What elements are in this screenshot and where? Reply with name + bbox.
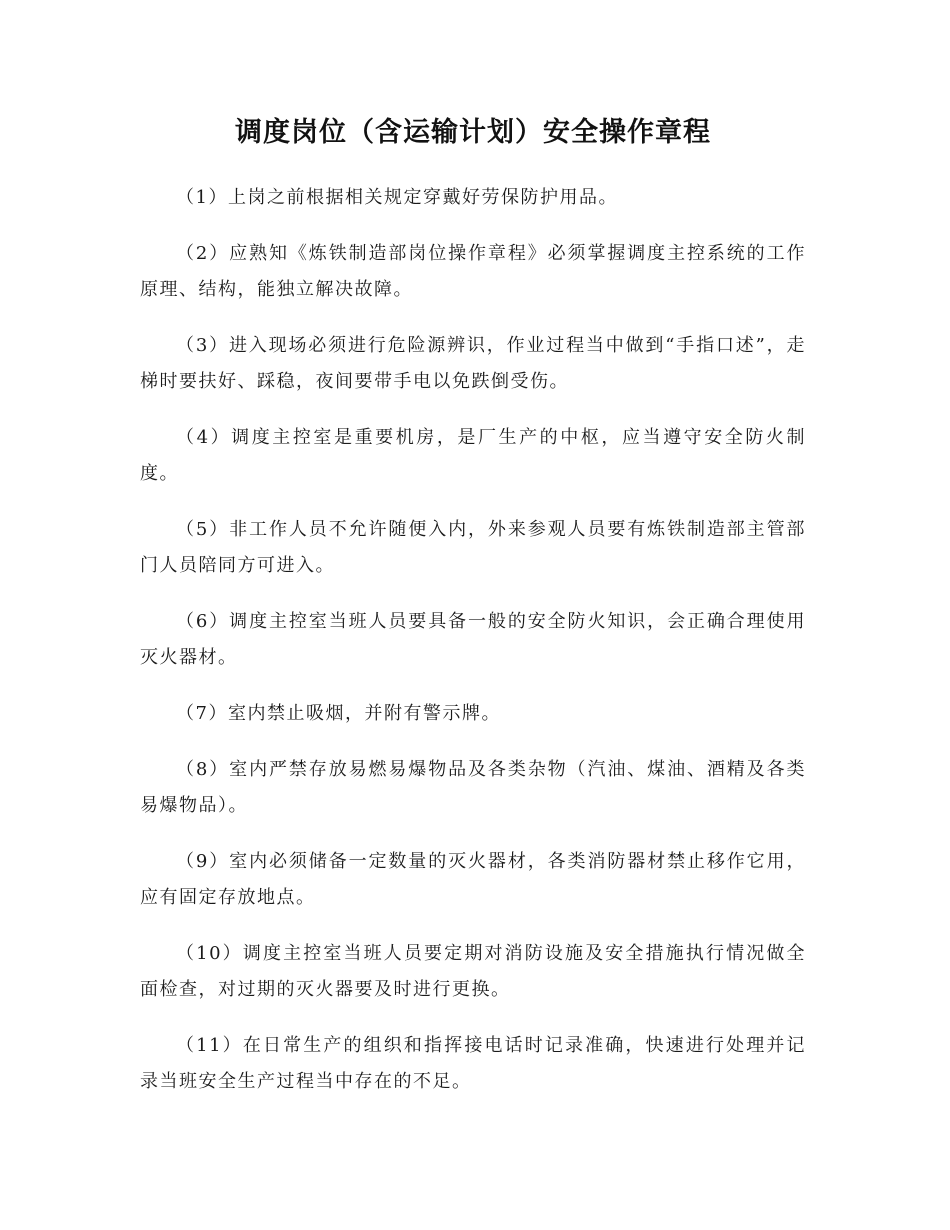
- rule-item-11: （11）在日常生产的组织和指挥接电话时记录准确，快速进行处理并记录当班安全生产过程当中存在的不足。: [140, 1035, 806, 1092]
- rule-item-10: （10）调度主控室当班人员要定期对消防设施及安全措施执行情况做全面检查，对过期的灭火器要及时进行更换。: [140, 943, 806, 1000]
- rule-item-6: （6）调度主控室当班人员要具备一般的安全防火知识，会正确合理使用灭火器材。: [140, 611, 806, 668]
- rule-item-1: （1）上岗之前根据相关规定穿戴好劳保防护用品。: [176, 187, 618, 208]
- document-page: [140, 108, 806, 1120]
- rule-item-4: （4）调度主控室是重要机房，是厂生产的中枢，应当遵守安全防火制度。: [140, 427, 806, 484]
- rule-item-8: （8）室内严禁存放易燃易爆物品及各类杂物（汽油、煤油、酒精及各类易爆物品）。: [140, 759, 806, 816]
- rule-item-9: （9）室内必须储备一定数量的灭火器材，各类消防器材禁止移作它用，应有固定存放地点。: [140, 851, 806, 908]
- document-title: 调度岗位（含运输计划）安全操作章程: [235, 117, 711, 148]
- rule-item-7: （7）室内禁止吸烟，并附有警示牌。: [176, 703, 501, 724]
- rule-list: [140, 180, 806, 1100]
- rule-item-3: （3）进入现场必须进行危险源辨识，作业过程当中做到“手指口述”，走梯时要扶好、踩稳，夜间要带手电以免跌倒受伤。: [140, 335, 806, 392]
- rule-item-5: （5）非工作人员不允许随便入内，外来参观人员要有炼铁制造部主管部门人员陪同方可进入。: [140, 519, 806, 576]
- rule-item-2: （2）应熟知《炼铁制造部岗位操作章程》必须掌握调度主控系统的工作原理、结构，能独立解决故障。: [140, 243, 806, 300]
